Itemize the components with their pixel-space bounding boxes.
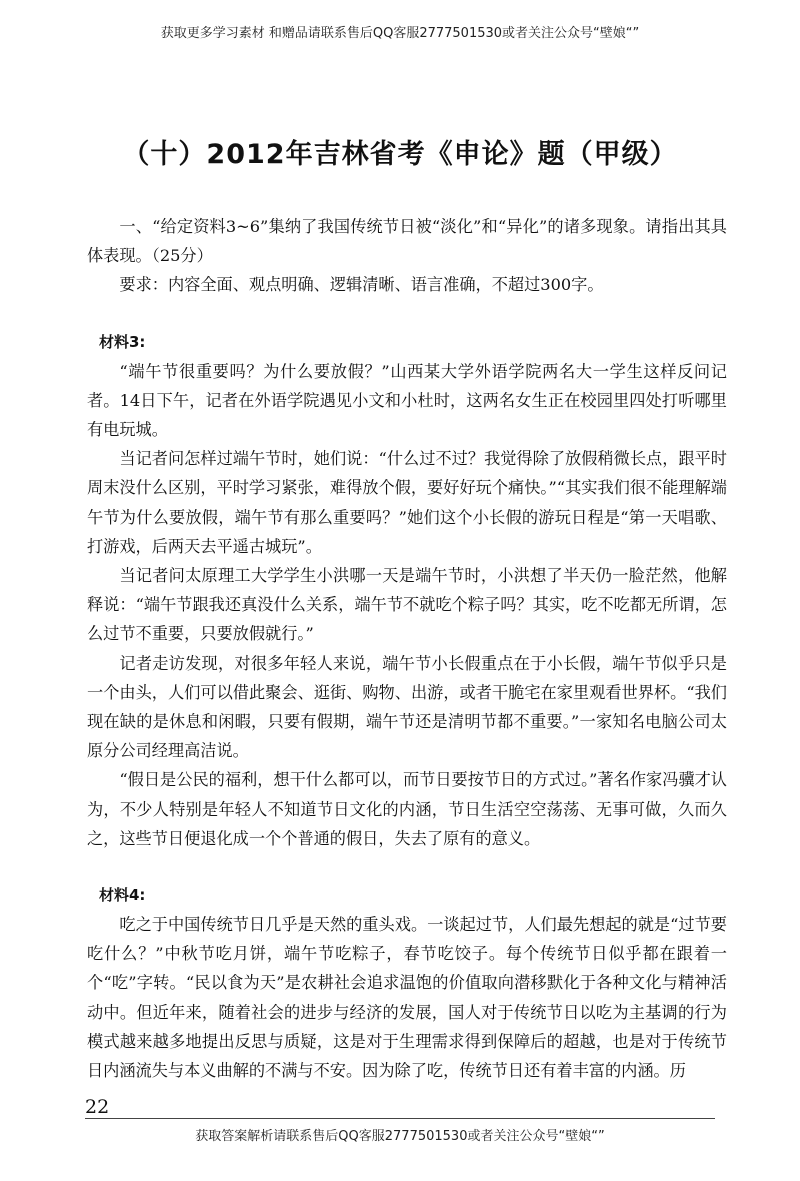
material-3-paragraph: 记者走访发现，对很多年轻人来说，端午节小长假重点在于小长假，端午节似乎只是一个由头，人们可以借此聚会、逛街、购物、出游，或者干脆宅在家里观看世界杯。“我们现在缺的是休息和闲暇，只要有假期，端午节还是清明节都不重要。”一家知名电脑公司太原分公司经理高洁说。	[87, 653, 727, 761]
document-body	[87, 212, 727, 1085]
material-4-paragraph: 吃之于中国传统节日几乎是天然的重头戏。一谈起过节，人们最先想起的就是“过节要吃什么？”中秋节吃月饼，端午节吃粽子，春节吃饺子。每个传统节日似乎都在跟着一个“吃”字转。“民以食为天”是农耕社会追求温饱的价值取向潜移默化于各种文化与精神活动中。但近年来，随着社会的进步与经济的发展，国人对于传统节日以吃为主基调的行为模式越来越多地提出反思与质疑，这是对于生理需求得到保障后的超越，也是对于传统节日内涵流失与本义曲解的不满与不安。因为除了吃，传统节日还有着丰富的内涵。历	[87, 915, 727, 1081]
question-text: 一、“给定资料3~6”集纳了我国传统节日被“淡化”和“异化”的诸多现象。请指出其具体表现。（25分）	[87, 217, 727, 266]
material-3-paragraph: 当记者问太原理工大学学生小洪哪一天是端午节时，小洪想了半天仍一脸茫然，他解释说：“端午节跟我还真没什么关系，端午节不就吃个粽子吗？其实，吃不吃都无所谓，怎么过节不重要，只要放假就行。”	[87, 566, 727, 644]
material-4-heading: 材料4:	[99, 886, 146, 905]
material-3-paragraph: “端午节很重要吗？为什么要放假？”山西某大学外语学院两名大一学生这样反问记者。14日下午，记者在外语学院遇见小文和小杜时，这两名女生正在校园里四处打听哪里有电玩城。	[87, 361, 727, 440]
page-number: 22	[85, 1096, 110, 1118]
header-note: 获取更多学习素材 和赠品请联系售后QQ客服2777501530或者关注公众号“壁娘“”	[160, 26, 640, 41]
spacer	[87, 853, 727, 881]
page-title: （十）2012年吉林省考《申论》题（甲级）	[122, 139, 678, 170]
material-3-paragraph: 当记者问怎样过端午节时，她们说：“什么过不过？我觉得除了放假稍微长点，跟平时周末没什么区别，平时学习紧张，难得放个假，要好好玩个痛快。”“其实我们很不能理解端午节为什么要放假，端午节有那么重要吗？”她们这个小长假的游玩日程是“第一天唱歌、打游戏，后两天去平遥古城玩”。	[87, 449, 727, 556]
footer-note: 获取答案解析请联系售后QQ客服2777501530或者关注公众号“壁娘“”	[195, 1129, 605, 1144]
material-3-paragraph: “假日是公民的福利，想干什么都可以，而节日要按节日的方式过。”著名作家冯骥才认为，不少人特别是年轻人不知道节日文化的内涵，节日生活空空荡荡、无事可做，久而久之，这些节日便退化成一个个普通的假日，失去了原有的意义。	[87, 770, 727, 848]
spacer	[87, 300, 727, 328]
question-requirement: 要求：内容全面、观点明确、逻辑清晰、语言准确，不超过300字。	[119, 275, 604, 295]
material-3-heading: 材料3:	[99, 332, 146, 351]
footer-divider	[85, 1118, 715, 1119]
